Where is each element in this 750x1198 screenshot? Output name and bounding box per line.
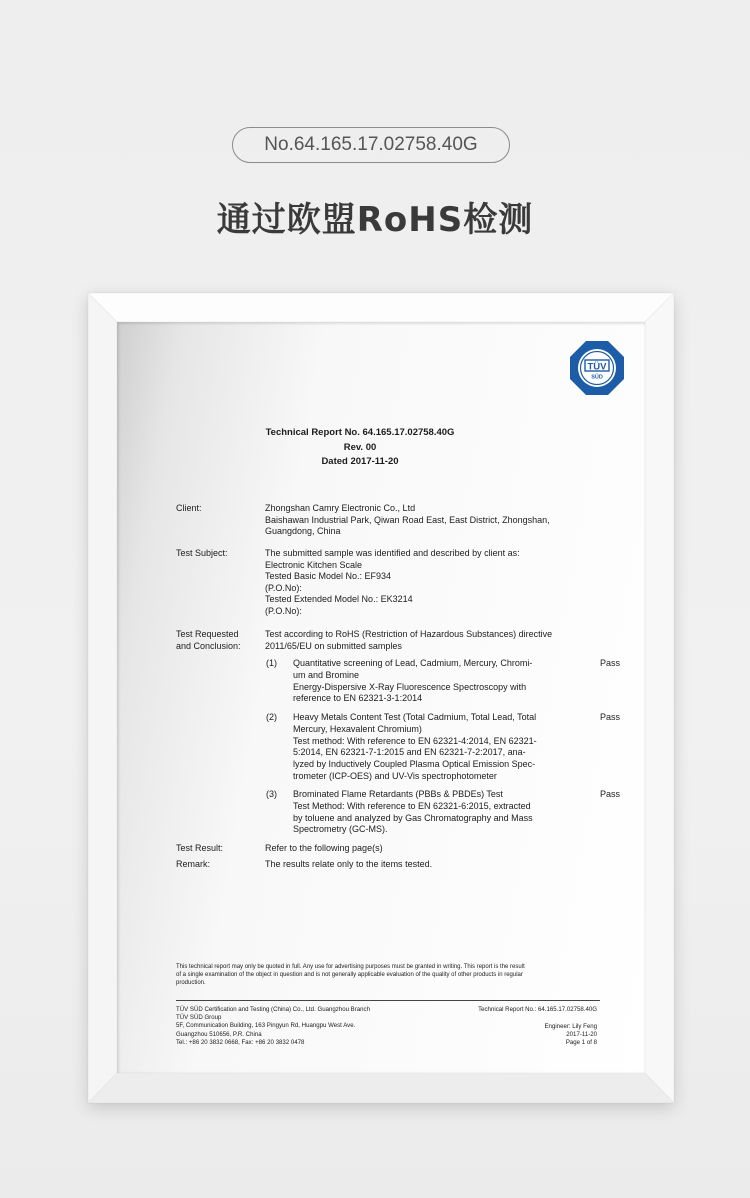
test-item-number: (2) <box>266 712 277 722</box>
test-result-value: Refer to the following page(s) <box>265 843 383 853</box>
test-item-number: (1) <box>266 658 277 668</box>
report-number-badge <box>232 127 510 163</box>
footer-page-number: Page 1 of 8 <box>565 1039 597 1046</box>
report-heading-revision: Rev. 00 <box>343 441 377 453</box>
footer-address-line: Guangzhou 510656, P.R. China <box>176 1030 262 1038</box>
remark-label: Remark: <box>176 859 211 869</box>
test-item-line: Energy-Dispersive X-Ray Fluorescence Spectroscopy with <box>293 681 527 692</box>
report-heading-number: Technical Report No. 64.165.17.02758.40G <box>265 427 455 438</box>
footer-address <box>176 1006 370 1047</box>
footer-address-line: TÜV SÜD Certification and Testing (China) Co., Ltd. Guangzhou Branch <box>176 1006 370 1013</box>
test-result-label: Test Result: <box>176 843 224 853</box>
test-subject-line: (P.O.No): <box>265 605 302 616</box>
test-requested-label-line: and Conclusion: <box>176 640 241 651</box>
test-item-line: by toluene and analyzed by Gas Chromatography and Mass <box>293 812 533 823</box>
report-number-text: No.64.165.17.02758.40G <box>264 134 478 155</box>
test-item-line: lyzed by Inductively Coupled Plasma Optical Emission Spec- <box>293 759 536 770</box>
footer-report-ref: Technical Report No.: 64.165.17.02758.40G <box>478 1006 597 1013</box>
test-subject-line: Tested Basic Model No.: EF934 <box>265 571 392 582</box>
test-item-line: Spectrometry (GC-MS). <box>293 824 388 835</box>
test-item-line: 5:2014, EN 62321-7-1:2015 and EN 62321-7-2:2017, ana- <box>293 747 526 758</box>
footer-address-line: Tel.: +86 20 3832 0668, Fax: +86 20 3832 0478 <box>176 1038 305 1046</box>
footer-engineer: Engineer: Lily Feng <box>544 1023 597 1030</box>
logo-bottom-text: SÜD <box>591 374 603 381</box>
client-line: Guangdong, China <box>265 526 341 537</box>
test-requested-line: 2011/65/EU on submitted samples <box>265 640 402 651</box>
test-requested-line: Test according to RoHS (Restriction of Hazardous Substances) directive <box>265 629 553 639</box>
test-subject-line: Electronic Kitchen Scale <box>265 559 363 570</box>
test-requested-label-line: Test Requested <box>176 629 239 639</box>
footer-date: 2017-11-20 <box>566 1031 597 1038</box>
test-item-line: Test method: With reference to EN 62321-4:2014, EN 62321- <box>293 735 537 746</box>
test-item-line: Test Method: With reference to EN 62321-6:2015, extracted <box>293 800 531 811</box>
test-item-description <box>293 658 532 705</box>
disclaimer-line: of a single examination of the object in question and is not generally applicable evaluation of the quality of other products in regular <box>176 972 523 978</box>
test-item-result: Pass <box>600 789 621 799</box>
disclaimer-text <box>176 963 525 987</box>
test-subject-line: (P.O.No): <box>265 582 302 593</box>
test-subject-label: Test Subject: <box>176 548 228 558</box>
test-item-result: Pass <box>600 658 621 668</box>
client-label: Client: <box>176 503 202 513</box>
test-item-line: Mercury, Hexavalent Chromium) <box>293 723 422 734</box>
test-subject-line: Tested Extended Model No.: EK3214 <box>265 594 413 605</box>
remark-value: The results relate only to the items tested. <box>265 859 433 869</box>
test-item-number: (3) <box>266 789 277 799</box>
tuv-sud-logo-icon <box>569 340 625 396</box>
client-line: Zhongshan Camry Electronic Co., Ltd <box>265 503 416 513</box>
test-requested-value <box>265 629 552 652</box>
test-item-line: trometer (ICP-OES) and UV-Vis spectrophotometer <box>293 770 497 781</box>
footer-spacer <box>478 1014 597 1023</box>
test-item-result: Pass <box>600 712 621 722</box>
page-title: 通过欧盟RoHS检测 <box>216 200 534 240</box>
test-item-line: um and Bromine <box>293 669 360 680</box>
test-requested-label <box>176 629 241 652</box>
disclaimer-line: This technical report may only be quoted in full. Any use for advertising purposes must be granted in writing. This report is the result <box>176 964 525 970</box>
footer-report-info <box>478 1006 597 1047</box>
test-item-line: Quantitative screening of Lead, Cadmium, Mercury, Chromi- <box>293 658 533 668</box>
client-line: Baishawan Industrial Park, Qiwan Road East, East District, Zhongshan, <box>265 514 550 525</box>
test-item-description <box>293 789 533 836</box>
technical-report-document <box>117 322 645 1073</box>
client-value <box>265 503 550 538</box>
disclaimer-line: production. <box>176 980 206 986</box>
footer-address-line: 5F, Communication Building, 163 Pingyun Rd, Huangpu West Ave. <box>176 1022 356 1030</box>
report-heading-date: Dated 2017-11-20 <box>321 456 399 467</box>
test-subject-value <box>265 548 520 618</box>
test-item-line: Heavy Metals Content Test (Total Cadmium, Total Lead, Total <box>293 712 537 722</box>
footer-divider <box>176 1000 600 1001</box>
test-item-line: Brominated Flame Retardants (PBBs & PBDEs) Test <box>293 789 503 799</box>
logo-top-text: TÜV <box>587 361 607 373</box>
test-subject-line: The submitted sample was identified and described by client as: <box>265 548 520 558</box>
footer-address-line: TÜV SÜD Group <box>176 1014 222 1022</box>
test-item-line: reference to EN 62321-3-1:2014 <box>293 693 423 704</box>
test-item-description <box>293 712 537 783</box>
report-heading <box>235 426 485 470</box>
